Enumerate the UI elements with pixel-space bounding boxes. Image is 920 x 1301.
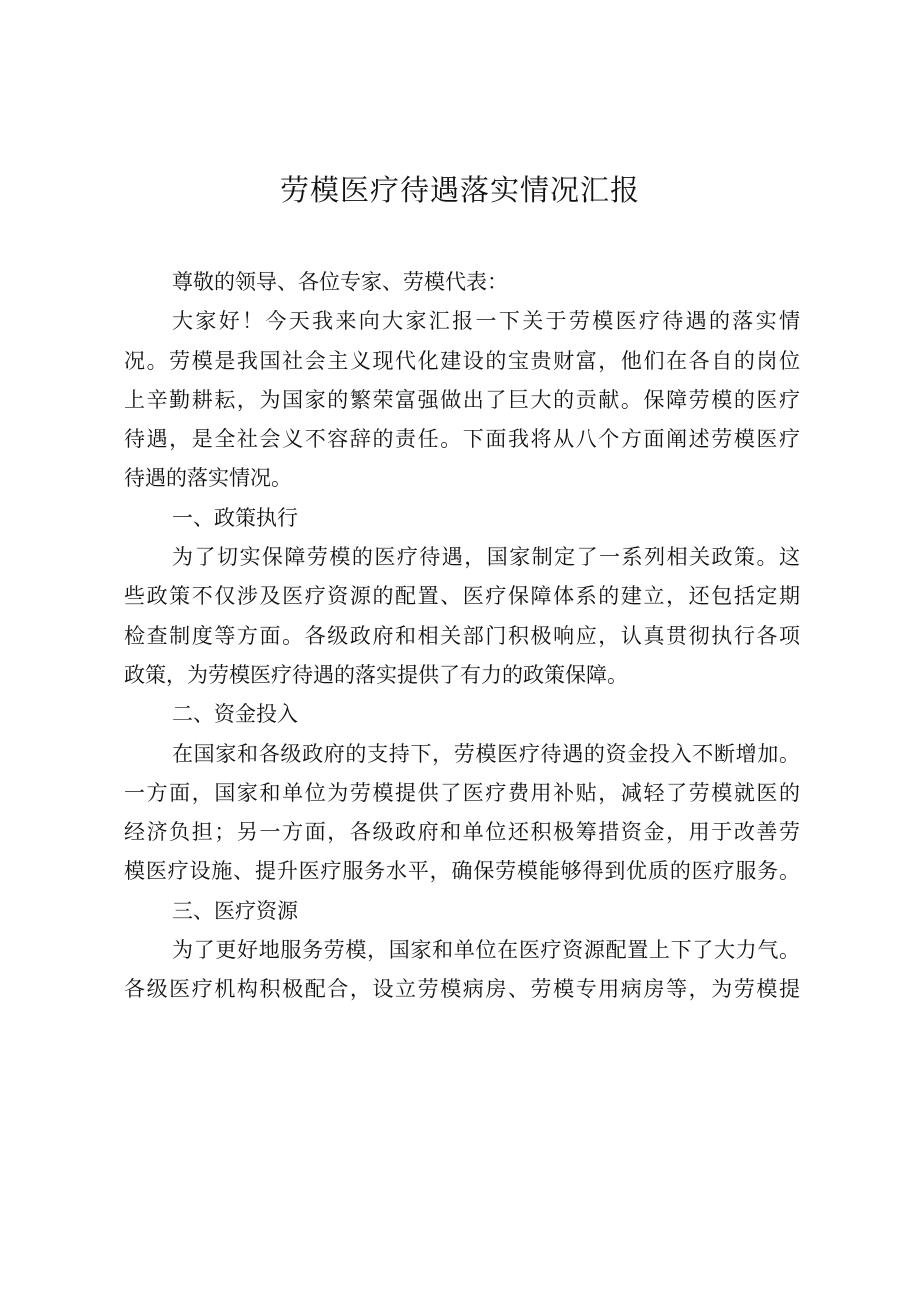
salutation-line: 尊敬的领导、各位专家、劳模代表： bbox=[172, 270, 508, 294]
paragraph-line: 上辛勤耕耘，为国家的繁荣富强做出了巨大的贡献。保障劳模的医疗 bbox=[124, 387, 800, 412]
paragraph-line: 些政策不仅涉及医疗资源的配置、医疗保障体系的建立，还包括定期 bbox=[124, 584, 800, 609]
paragraph-line: 待遇的落实情况。 bbox=[124, 466, 292, 491]
section-heading: 二、资金投入 bbox=[172, 702, 298, 727]
paragraph-line: 一方面，国家和单位为劳模提供了医疗费用补贴，减轻了劳模就医的 bbox=[124, 780, 800, 805]
section-heading: 三、医疗资源 bbox=[172, 898, 298, 923]
paragraph-line: 为了更好地服务劳模，国家和单位在医疗资源配置上下了大力气。 bbox=[172, 938, 800, 963]
paragraph-line: 经济负担；另一方面，各级政府和单位还积极筹措资金，用于改善劳 bbox=[124, 820, 800, 845]
paragraph-line: 检查制度等方面。各级政府和相关部门积极响应，认真贯彻执行各项 bbox=[124, 623, 800, 648]
paragraph-line: 政策，为劳模医疗待遇的落实提供了有力的政策保障。 bbox=[124, 662, 628, 687]
paragraph-line: 各级医疗机构积极配合，设立劳模病房、劳模专用病房等，为劳模提 bbox=[124, 977, 800, 1002]
paragraph-line: 在国家和各级政府的支持下，劳模医疗待遇的资金投入不断增加。 bbox=[172, 741, 800, 766]
paragraph-line: 模医疗设施、提升医疗服务水平，确保劳模能够得到优质的医疗服务。 bbox=[124, 859, 800, 884]
document-body bbox=[124, 263, 800, 1010]
paragraph-line: 为了切实保障劳模的医疗待遇，国家制定了一系列相关政策。这 bbox=[172, 545, 800, 570]
page-title: 劳模医疗待遇落实情况汇报 bbox=[279, 173, 640, 207]
paragraph-line: 大家好！今天我来向大家汇报一下关于劳模医疗待遇的落实情 bbox=[172, 309, 800, 334]
section-heading: 一、政策执行 bbox=[172, 505, 298, 530]
paragraph-line: 况。劳模是我国社会主义现代化建设的宝贵财富，他们在各自的岗位 bbox=[124, 348, 800, 373]
paragraph-line: 待遇，是全社会义不容辞的责任。下面我将从八个方面阐述劳模医疗 bbox=[124, 427, 800, 452]
